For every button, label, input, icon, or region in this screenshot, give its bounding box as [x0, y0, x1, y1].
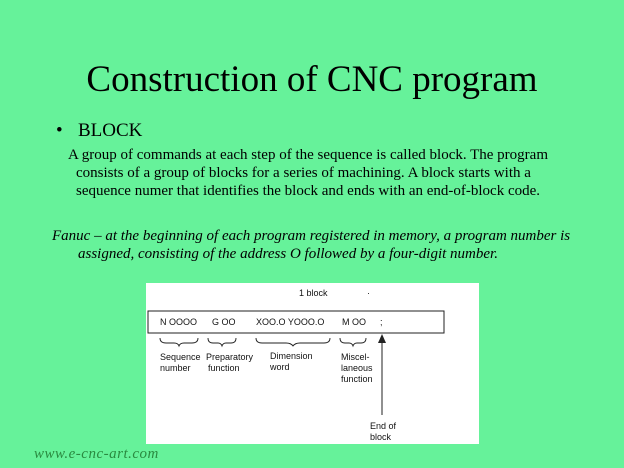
code-misc: M OO [342, 317, 366, 327]
label-preparatory-2: function [208, 363, 240, 373]
figure-header: 1 block [299, 288, 328, 298]
slide-title: Construction of CNC program [86, 59, 538, 100]
label-end-2: block [370, 432, 392, 442]
bracket-sequence [160, 338, 198, 346]
block-structure-figure [146, 283, 479, 444]
block-definition-text: A group of commands at each step of the sequence is called block. The program consists of a group of blocks for a series of machining. A block starts with a sequence numer that identifies the block and ends with an end-of-block code. [68, 147, 548, 199]
end-arrow-head [378, 334, 386, 343]
code-sequence: N OOOO [160, 317, 198, 327]
label-misc-1: Miscel- [341, 352, 370, 362]
footer-url: www.e-cnc-art.com [34, 446, 159, 462]
bracket-dimension [256, 338, 330, 346]
label-dimension-2: word [270, 362, 290, 372]
bullet-label: BLOCK [78, 120, 143, 141]
bracket-misc [340, 338, 366, 346]
label-dimension-1: Dimension [270, 351, 313, 361]
block-diagram [146, 283, 479, 444]
fanuc-note-text: Fanuc – at the beginning of each program registered in memory, a program number is assigned, consisting of the address O followed by a four-digit number. [52, 228, 571, 262]
label-end-1: End of [370, 421, 397, 431]
bullet-dot-icon: • [56, 120, 63, 141]
code-end: ; [380, 317, 383, 327]
code-dimension: XOO.O YOOO.O [256, 317, 325, 327]
label-preparatory-1: Preparatory [206, 352, 254, 362]
label-sequence-1: Sequence [160, 352, 201, 362]
label-misc-3: function [341, 374, 373, 384]
code-preparatory: G OO [212, 317, 236, 327]
figure-dot: · [367, 288, 370, 298]
label-misc-2: laneous [341, 363, 373, 373]
bullet-block [56, 120, 142, 142]
label-sequence-2: number [160, 363, 191, 373]
bracket-preparatory [208, 338, 236, 346]
